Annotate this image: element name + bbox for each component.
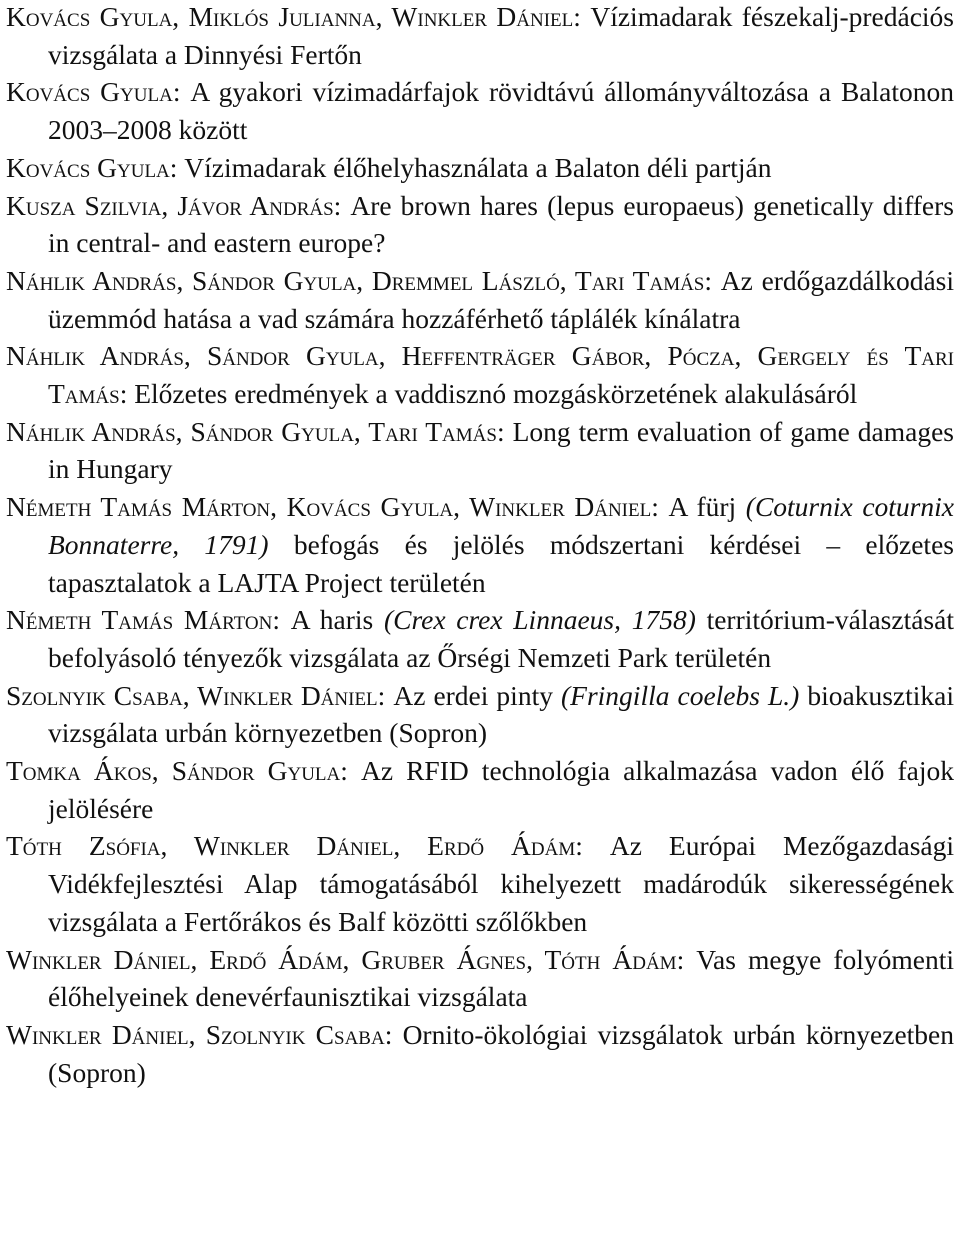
entry-authors: Winkler Dániel, Erdő Ádám, Gruber Ágnes, Tóth Ádám :	[6, 944, 696, 975]
entry-title: A gyakori vízimadárfajok rövidtávú állományváltozása a Balatonon 2003–2008 között	[48, 76, 954, 146]
entry-title: Az erdőgazdálkodási üzemmód hatása a vad számára hozzáférhető táplálék kínálatra	[48, 264, 954, 334]
entry-authors: Tóth Zsófia, Winkler Dániel, Erdő Ádám :	[6, 830, 610, 861]
entry-authors: Náhlik András, Sándor Gyula, Tari Tamás :	[6, 416, 513, 447]
entry-authors: Németh Tamás Márton, Kovács Gyula, Winkler Dániel :	[6, 491, 668, 522]
entry-title-part: bioakusztikai vizsgálata urbán környezetben (Sopron)	[48, 679, 954, 749]
entry-title: Vízimadarak élőhelyhasználata a Balaton déli partján	[184, 151, 772, 183]
list-item	[6, 0, 954, 73]
list-item	[6, 413, 954, 488]
entry-authors: Kovács Gyula, Miklós Julianna, Winkler Dániel :	[6, 1, 590, 32]
list-item	[6, 262, 954, 337]
entry-authors: Náhlik András, Sándor Gyula, Heffenträger Gábor, Pócza, Gergely és Tari Tamás :	[6, 340, 954, 409]
list-item	[6, 337, 954, 412]
list-item	[6, 187, 954, 262]
entry-title-part: befogás és jelölés módszertani kérdései – előzetes tapasztalatok a LAJTA Project területén	[48, 528, 954, 598]
list-item	[6, 601, 954, 676]
list-item	[6, 488, 954, 601]
entry-authors: Szolnyik Csaba, Winkler Dániel :	[6, 680, 393, 711]
list-item	[6, 941, 954, 1016]
entry-authors: Németh Tamás Márton :	[6, 604, 291, 635]
entry-title: Előzetes eredmények a vaddisznó mozgáskörzetének alakulásáról	[134, 378, 858, 410]
entry-title: Az RFID technológia alkalmazása vadon élő fajok jelölésére	[48, 755, 954, 824]
entry-authors: Winkler Dániel, Szolnyik Csaba :	[6, 1019, 403, 1050]
entry-title: Vas megye folyómenti élőhelyeinek denevérfaunisztikai vizsgálata	[48, 943, 954, 1013]
entry-title-part: A haris	[290, 604, 384, 636]
entry-title: Ornito-ökológiai vizsgálatok urbán környezetben (Sopron)	[48, 1018, 955, 1088]
entry-species-name: (Crex crex Linnaeus, 1758)	[383, 604, 696, 636]
entry-authors: Tomka Ákos, Sándor Gyula :	[6, 755, 361, 786]
entry-title: Are brown hares (lepus europaeus) genetically differs in central- and eastern europe?	[48, 189, 954, 259]
entry-authors: Kusza Szilvia, Jávor András :	[6, 190, 350, 221]
publication-list	[6, 0, 954, 1091]
list-item	[6, 149, 954, 187]
entry-authors: Náhlik András, Sándor Gyula, Dremmel László, Tari Tamás :	[6, 265, 721, 296]
entry-species-name: (Fringilla coelebs L.)	[561, 679, 800, 711]
entry-title-part: Az erdei pinty	[393, 679, 561, 711]
entry-title: Vízimadarak fészekalj-predációs vizsgálata a Dinnyési Fertőn	[48, 1, 955, 70]
entry-title-part: territórium-választását befolyásoló tényezők vizsgálata az Őrségi Nemzeti Park területén	[48, 604, 954, 673]
list-item	[6, 752, 954, 827]
entry-title: Az Európai Mezőgazdasági Vidékfejlesztési Alap támogatásából kihelyezett madárodúk sikerességének vizsgálata a Fertőrákos és Balf közötti szőlőkben	[48, 830, 954, 937]
list-item	[6, 1016, 954, 1091]
list-item	[6, 677, 954, 752]
entry-title: Long term evaluation of game damages in Hungary	[48, 415, 954, 485]
entry-authors: Kovács Gyula :	[6, 76, 190, 107]
entry-authors: Kovács Gyula :	[6, 152, 184, 183]
list-item	[6, 827, 954, 940]
entry-species-name: (Coturnix coturnix Bonnaterre, 1791)	[48, 491, 954, 560]
entry-title-part: A fürj	[668, 491, 746, 523]
list-item	[6, 73, 954, 148]
